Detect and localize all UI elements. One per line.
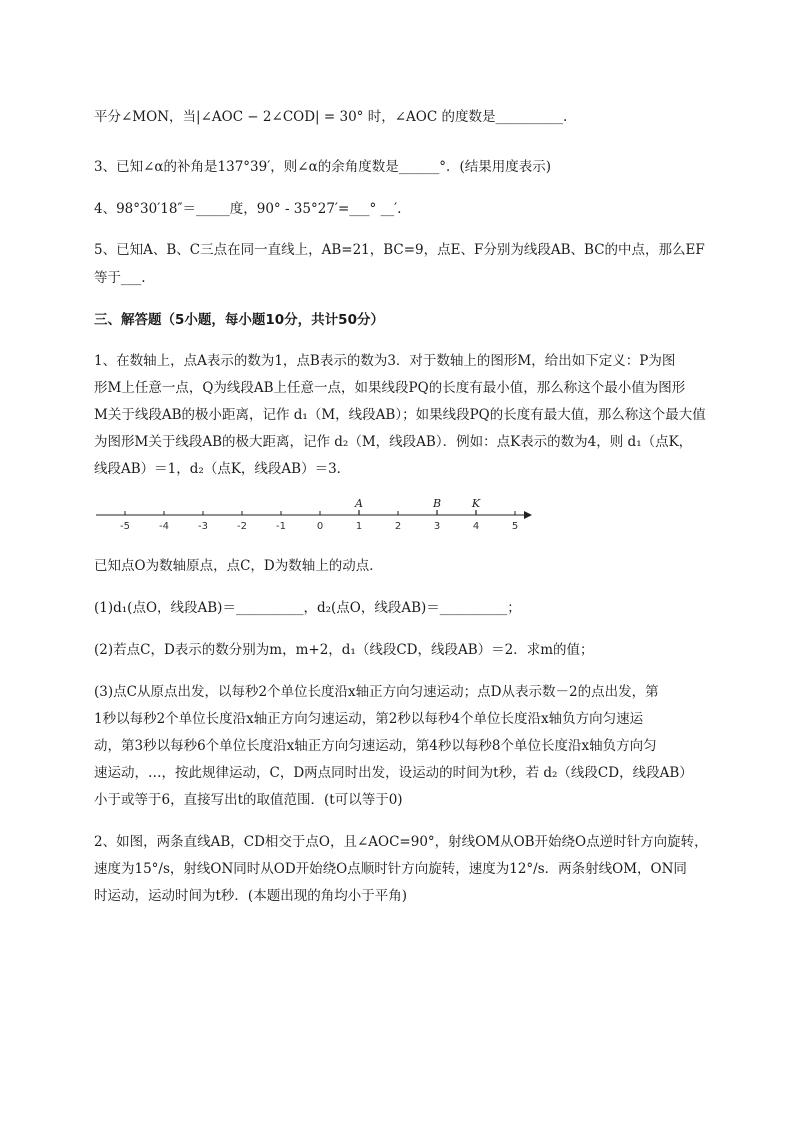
number-line-tick-label: 5 bbox=[511, 521, 519, 532]
number-line-tick-label: 0 bbox=[316, 521, 324, 532]
number-line-tick-label: 4 bbox=[472, 521, 480, 532]
section-heading: 三、解答题（5小题，每小题10分，共计50分） bbox=[94, 312, 384, 328]
problem-5: 5、已知A、B、C三点在同一直线上，AB=21，BC=9，点E、F分别为线段AB、BC的中点，那么EF bbox=[94, 242, 705, 258]
solve-1-line-b: 形M上任意一点，Q为线段AB上任意一点，如果线段PQ的长度有最小值，那么称这个最小值为图形 bbox=[94, 380, 686, 396]
number-line-arrow-icon bbox=[524, 511, 532, 519]
solve-1-line-e: 线段AB）＝1，d₂（点K，线段AB）＝3． bbox=[94, 461, 351, 477]
number-line-tick-label: -2 bbox=[237, 521, 247, 532]
question-3-line-a: (3)点C从原点出发，以每秒2个单位长度沿x轴正方向匀速运动；点D从表示数－2的点出发，第 bbox=[94, 684, 659, 700]
question-3-line-b: 1秒以每秒2个单位长度沿x轴正方向匀速运动，第2秒以每秒4个单位长度沿x轴负方向匀速运 bbox=[94, 711, 644, 727]
question-3-line-c: 动，第3秒以每秒6个单位长度沿x轴正方向匀速运动，第4秒以每秒8个单位长度沿x轴负方向匀 bbox=[94, 738, 657, 754]
question-2: (2)若点C，D表示的数分别为m，m+2，d₁（线段CD，线段AB）＝2．求m的值； bbox=[94, 642, 594, 658]
number-line-point-label: B bbox=[432, 497, 442, 510]
solve-1-line-c: M关于线段AB的极小距离，记作 d₁（M，线段AB）；如果线段PQ的长度有最大值，那么称这个最大值 bbox=[94, 407, 706, 423]
number-line-tick-label: 1 bbox=[355, 521, 363, 532]
problem-5-cont: 等于___. bbox=[94, 270, 146, 286]
text-line-1: 平分∠MON，当|∠AOC − 2∠COD| = 30° 时，∠AOC 的度数是__________. bbox=[94, 109, 568, 125]
text-origin: 已知点O为数轴原点，点C，D为数轴上的动点． bbox=[94, 558, 383, 574]
number-line-figure bbox=[94, 494, 544, 534]
solve-2-line-a: 2、如图，两条直线AB，CD相交于点O，且∠AOC=90°，射线OM从OB开始绕O点逆时针方向旋转， bbox=[94, 834, 708, 850]
question-3-line-d: 速运动，…，按此规律运动，C，D两点同时出发，设运动的时间为t秒，若 d₂（线段CD，线段AB） bbox=[94, 765, 693, 781]
number-line-tick-label: -5 bbox=[120, 521, 130, 532]
number-line-tick-label: -4 bbox=[159, 521, 169, 532]
number-line-tick-label: 3 bbox=[433, 521, 441, 532]
number-line-point-label: A bbox=[355, 497, 363, 510]
problem-4: 4、98°30′18″＝_____度，90° - 35°27′=___° __′. bbox=[94, 201, 402, 217]
question-3-line-e: 小于或等于6，直接写出t的取值范围．(t可以等于0) bbox=[94, 792, 403, 808]
solve-1-line-d: 为图形M关于线段AB的极大距离，记作 d₂（M，线段AB）．例如：点K表示的数为4，则 d₁（点K， bbox=[94, 434, 693, 450]
solve-1-line-a: 1、在数轴上，点A表示的数为1，点B表示的数为3．对于数轴上的图形M，给出如下定义：P为图 bbox=[94, 353, 676, 369]
number-line-point-label: K bbox=[471, 497, 481, 510]
solve-2-line-b: 速度为15°/s，射线ON同时从OD开始绕O点顺时针方向旋转，速度为12°/s．两条射线OM，ON同 bbox=[94, 861, 687, 877]
solve-2-line-c: 时运动，运动时间为t秒．(本题出现的角均小于平角) bbox=[94, 888, 407, 904]
number-line-tick-label: 2 bbox=[394, 521, 402, 532]
question-1: (1)d₁(点O，线段AB)＝__________，d₂(点O，线段AB)＝__________； bbox=[94, 600, 521, 616]
number-line-tick-label: -1 bbox=[276, 521, 286, 532]
number-line-tick-label: -3 bbox=[198, 521, 208, 532]
problem-3: 3、已知∠α的补角是137°39′，则∠α的余角度数是______°．(结果用度表示) bbox=[94, 159, 551, 175]
